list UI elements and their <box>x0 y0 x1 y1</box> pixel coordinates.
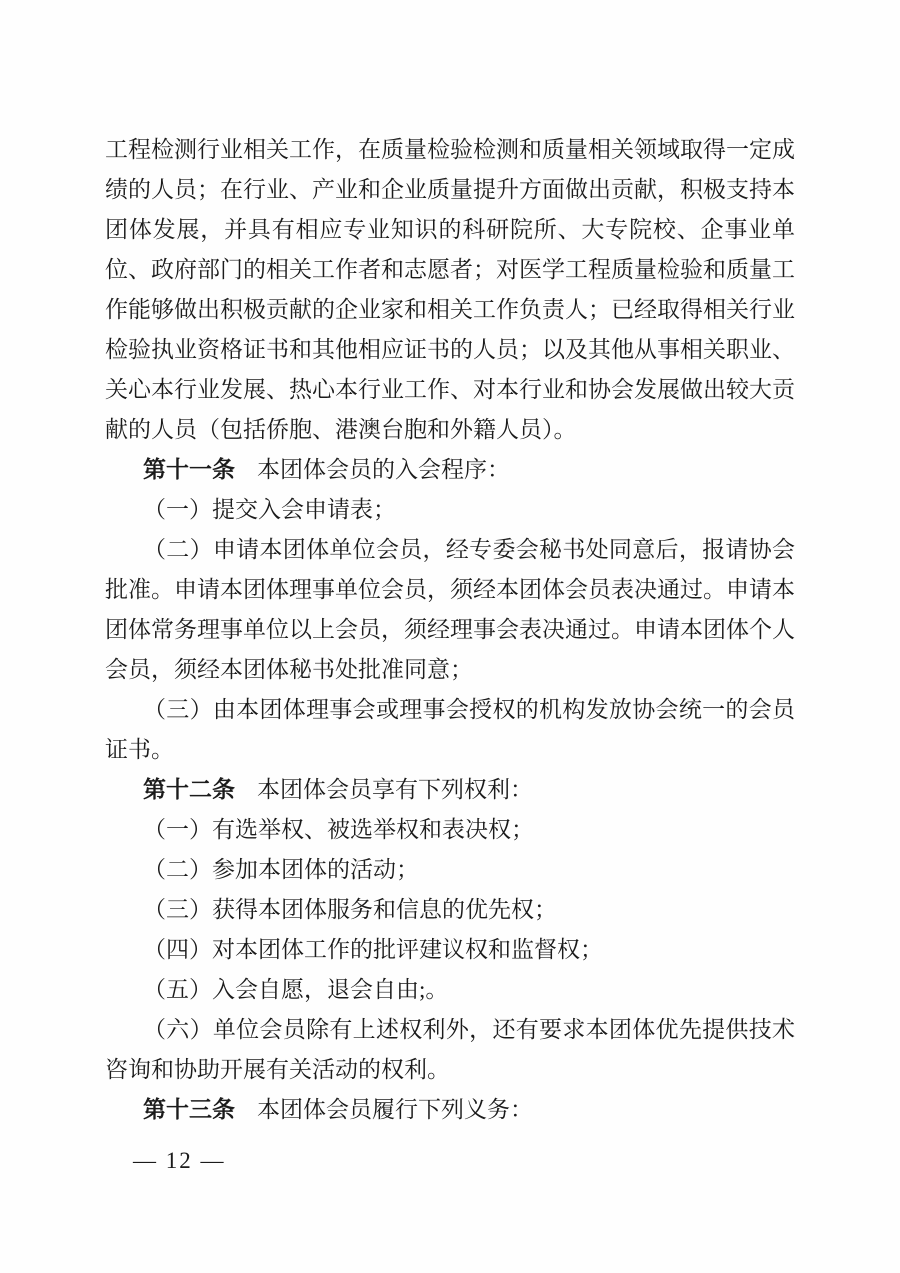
article-title: 本团体会员的入会程序： <box>257 457 510 482</box>
article-title: 本团体会员享有下列权利： <box>257 777 533 802</box>
article-paragraph <box>105 450 795 490</box>
paragraph: （二）申请本团体单位会员，经专委会秘书处同意后，报请协会批准。申请本团体理事单位会员，须经本团体会员表决通过。申请本团体常务理事单位以上会员，须经理事会表决通过。申请本团体个人会员，须经本团体秘书处批准同意； <box>105 537 795 682</box>
paragraph: （一）提交入会申请表； <box>143 497 396 522</box>
paragraph: （四）对本团体工作的批评建议权和监督权； <box>143 937 603 962</box>
paragraph: （六）单位会员除有上述权利外，还有要求本团体优先提供技术咨询和协助开展有关活动的权利。 <box>105 1017 795 1082</box>
paragraph: （三）由本团体理事会或理事会授权的机构发放协会统一的会员证书。 <box>105 697 795 762</box>
article-number: 第十三条 <box>143 1097 235 1122</box>
article-paragraph <box>105 1090 795 1130</box>
paragraph: （二）参加本团体的活动； <box>143 857 419 882</box>
paragraph: （五）入会自愿，退会自由;。 <box>143 977 449 1002</box>
article-number: 第十二条 <box>143 777 235 802</box>
article-number: 第十一条 <box>143 457 235 482</box>
paragraph: （三）获得本团体服务和信息的优先权； <box>143 897 557 922</box>
paragraph: 工程检测行业相关工作，在质量检验检测和质量相关领域取得一定成绩的人员；在行业、产业和企业质量提升方面做出贡献，积极支持本团体发展，并具有相应专业知识的科研院所、大专院校、企事业单位、政府部门的相关工作者和志愿者；对医学工程质量检验和质量工作能够做出积极贡献的企业家和相关工作负责人；已经取得相关行业检验执业资格证书和其他相应证书的人员；以及其他从事相关职业、关心本行业发展、热心本行业工作、对本行业和协会发展做出较大贡献的人员（包括侨胞、港澳台胞和外籍人员）。 <box>105 137 795 442</box>
article-title: 本团体会员履行下列义务： <box>257 1097 533 1122</box>
page-number: — 12 — <box>133 1148 226 1173</box>
article-paragraph <box>105 770 795 810</box>
paragraph: （一）有选举权、被选举权和表决权； <box>143 817 534 842</box>
document-body <box>105 130 795 1130</box>
